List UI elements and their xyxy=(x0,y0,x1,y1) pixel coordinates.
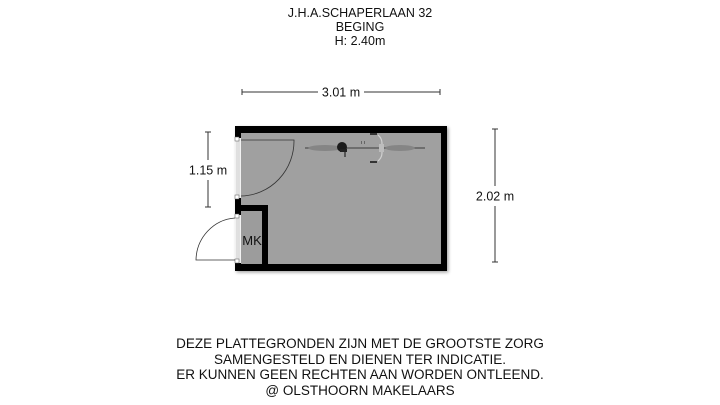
door-opening-closet xyxy=(235,215,241,263)
ceiling-height: H: 2.40m xyxy=(334,34,386,48)
disclaimer xyxy=(0,336,720,398)
dimension-door-section-label: 1.15 m xyxy=(188,163,228,178)
door-swing-closet-icon xyxy=(196,218,235,260)
address-title: J.H.A.SCHAPERLAAN 32 xyxy=(287,6,433,20)
dimension-depth-label: 2.02 m xyxy=(475,189,515,204)
main-room-floor xyxy=(241,133,441,264)
copyright-line: @ OLSTHOORN MAKELAARS xyxy=(265,382,455,398)
disclaimer-line-3: ER KUNNEN GEEN RECHTEN AAN WORDEN ONTLEEND. xyxy=(176,367,544,382)
dimension-depth xyxy=(476,129,514,262)
disclaimer-line-1: DEZE PLATTEGRONDEN ZIJN MET DE GROOTSTE ZORG xyxy=(176,336,544,351)
dimension-width xyxy=(242,86,440,100)
dimension-door-section xyxy=(189,132,227,207)
closet-label: MK xyxy=(242,233,262,248)
closet-side-wall xyxy=(262,205,268,264)
disclaimer-line-2: SAMENGESTELD EN DIENEN TER INDICATIE. xyxy=(213,351,507,367)
door-opening-main xyxy=(235,138,241,198)
dimension-width-label: 3.01 m xyxy=(321,85,361,100)
floor-name: BEGING xyxy=(335,20,385,34)
